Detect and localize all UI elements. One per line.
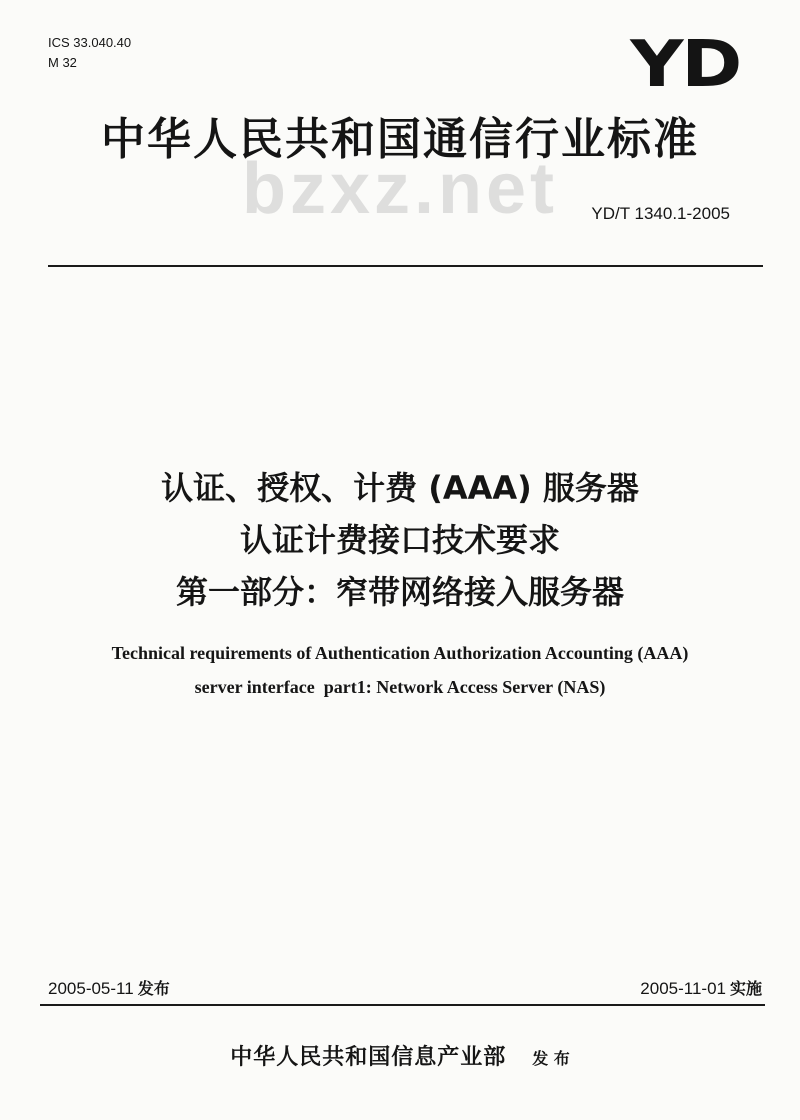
implementation-date-value: 2005-11-01 [640,979,726,998]
implementation-date [640,976,762,999]
publisher-action: 发 布 [532,1049,570,1068]
release-date-value: 2005-05-11 [48,979,134,998]
release-label: 发布 [137,979,170,998]
classification-code: M 32 [48,55,77,70]
ics-code: ICS 33.040.40 [48,35,132,50]
english-title-line-1: Technical requirements of Authentication Authorization Accounting (AAA) [111,643,689,663]
watermark: bzxz.net [241,149,559,229]
bottom-divider [40,1004,765,1006]
publisher-org: 中华人民共和国信息产业部 [230,1045,507,1070]
publisher [0,1040,800,1071]
top-divider [48,265,763,267]
implementation-label: 实施 [729,979,762,998]
classification-codes [48,33,131,73]
english-title [40,636,760,704]
chinese-title-line-1: 认证、授权、计费 (AAA) 服务器 [161,469,639,507]
chinese-title [60,462,740,618]
english-title-line-2: server interface part1: Network Access Server (NAS) [194,677,606,697]
release-date [48,976,170,999]
chinese-title-line-3: 第一部分：窄带网络接入服务器 [175,573,624,611]
standard-title: 中华人民共和国通信行业标准 [101,114,699,165]
yd-logo: YD [630,28,740,102]
standard-number: YD/T 1340.1-2005 [591,204,730,223]
chinese-title-line-2: 认证计费接口技术要求 [239,521,560,559]
